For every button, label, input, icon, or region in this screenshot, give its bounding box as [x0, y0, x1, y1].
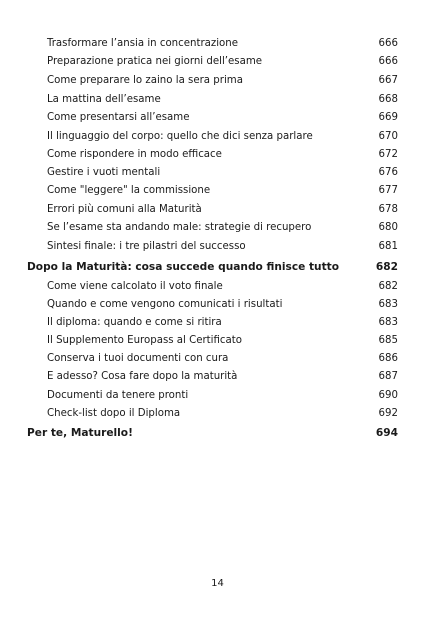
- toc-entry-page: 678: [378, 204, 398, 215]
- toc-entry-page: 666: [378, 38, 398, 49]
- toc-entry-page: 666: [378, 56, 398, 67]
- toc-entry: [0, 406, 435, 422]
- toc-entry: [0, 165, 435, 181]
- toc-entry-title: Come presentarsi all’esame: [47, 112, 190, 123]
- toc-entry-page: 669: [378, 112, 398, 123]
- toc-entry-title: Documenti da tenere pronti: [47, 390, 189, 401]
- toc-entry-page: 686: [378, 353, 398, 364]
- toc-entry-page: 690: [378, 390, 398, 401]
- toc-entry: [0, 220, 435, 236]
- toc-entry-title: Sintesi finale: i tre pilastri del successo: [47, 241, 246, 252]
- toc-entry: [0, 147, 435, 163]
- toc-entry-page: 692: [378, 408, 398, 419]
- toc-entry-title: Per te, Maturello!: [27, 427, 133, 439]
- toc-entry-page: 672: [378, 149, 398, 160]
- toc-entry-title: Il linguaggio del corpo: quello che dici senza parlare: [47, 131, 313, 142]
- toc-entry-title: Il diploma: quando e come si ritira: [47, 317, 222, 328]
- toc-entry-page: 668: [378, 94, 398, 105]
- toc-entry: [0, 315, 435, 331]
- toc-chapter: [0, 425, 435, 441]
- toc-entry-page: 680: [378, 222, 398, 233]
- toc-entry: [0, 54, 435, 70]
- toc-chapter: [0, 259, 435, 275]
- toc-entry: [0, 183, 435, 199]
- toc-entry: [0, 239, 435, 255]
- toc-entry-title: Se l’esame sta andando male: strategie di recupero: [47, 222, 312, 233]
- toc-entry: [0, 297, 435, 313]
- toc-entry-title: Dopo la Maturità: cosa succede quando finisce tutto: [27, 261, 339, 273]
- toc-entry-page: 670: [378, 131, 398, 142]
- toc-entry: [0, 351, 435, 367]
- toc-entry-page: 694: [375, 427, 398, 439]
- toc-entry-page: 681: [378, 241, 398, 252]
- toc-entry-title: Come viene calcolato il voto finale: [47, 281, 223, 292]
- toc-entry-title: Gestire i vuoti mentali: [47, 167, 161, 178]
- toc-entry-page: 683: [378, 317, 398, 328]
- toc-entry: [0, 202, 435, 218]
- toc-entry-title: E adesso? Cosa fare dopo la maturità: [47, 371, 238, 382]
- toc-entry: [0, 388, 435, 404]
- toc-entry: [0, 279, 435, 295]
- toc-entry-title: Errori più comuni alla Maturità: [47, 204, 202, 215]
- toc-entry-title: Come rispondere in modo efficace: [47, 149, 222, 160]
- toc-entry-title: Preparazione pratica nei giorni dell’esame: [47, 56, 263, 67]
- toc-entry-page: 677: [378, 185, 398, 196]
- toc-entry: [0, 110, 435, 126]
- toc-entry-page: 676: [378, 167, 398, 178]
- toc-entry-title: La mattina dell’esame: [47, 94, 161, 105]
- toc-entry-page: 667: [378, 75, 398, 86]
- toc-entry-title: Come preparare lo zaino la sera prima: [47, 75, 243, 86]
- toc-entry-page: 682: [378, 281, 398, 292]
- toc-entry-title: Quando e come vengono comunicati i risultati: [47, 299, 283, 310]
- toc-entry-title: Trasformare l’ansia in concentrazione: [47, 38, 239, 49]
- page-number: 14: [211, 578, 224, 589]
- toc-entry-page: 682: [375, 261, 398, 273]
- toc-entry-title: Il Supplemento Europass al Certificato: [47, 335, 242, 346]
- toc-entry: [0, 36, 435, 52]
- toc-entry: [0, 92, 435, 108]
- toc-entry-title: Check-list dopo il Diploma: [47, 408, 181, 419]
- toc-entry: [0, 333, 435, 349]
- toc-entry: [0, 73, 435, 89]
- toc-entry-page: 685: [378, 335, 398, 346]
- toc-entry-title: Come "leggere" la commissione: [47, 185, 211, 196]
- toc-entry: [0, 369, 435, 385]
- toc-entry-page: 683: [378, 299, 398, 310]
- toc-entry: [0, 129, 435, 145]
- toc-entry-title: Conserva i tuoi documenti con cura: [47, 353, 229, 364]
- toc-entry-page: 687: [378, 371, 398, 382]
